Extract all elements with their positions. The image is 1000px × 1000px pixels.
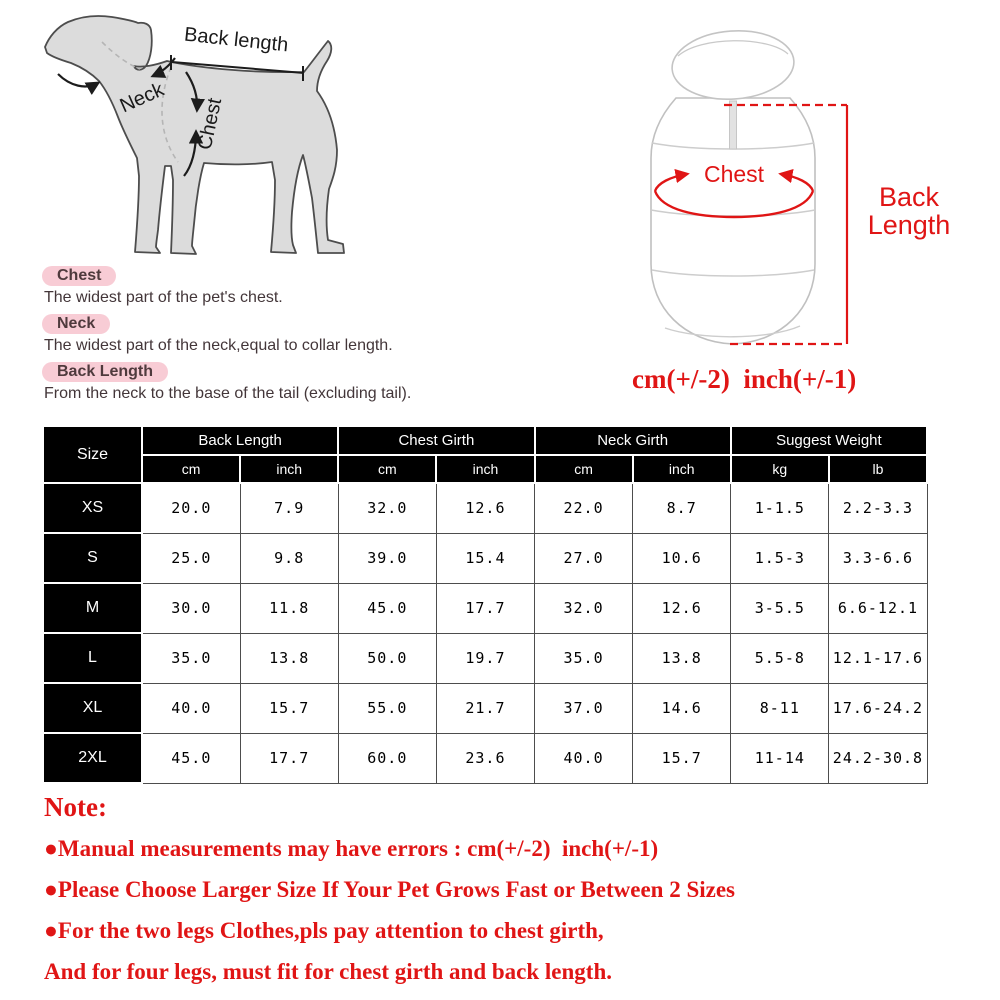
table-cell: 37.0	[535, 683, 633, 733]
table-cell: 9.8	[240, 533, 338, 583]
table-cell: 35.0	[535, 633, 633, 683]
table-unit-header: inch	[633, 455, 731, 483]
table-cell: 25.0	[142, 533, 240, 583]
table-group-header: Chest Girth	[338, 426, 534, 455]
vest-collar	[670, 27, 796, 103]
table-row	[43, 633, 927, 683]
table-unit-header: lb	[829, 455, 927, 483]
size-cell: M	[43, 583, 142, 633]
table-header-row	[43, 426, 927, 455]
table-cell: 12.6	[633, 583, 731, 633]
size-cell: 2XL	[43, 733, 142, 783]
table-cell: 32.0	[535, 583, 633, 633]
table-cell: 13.8	[240, 633, 338, 683]
definition-item	[42, 314, 602, 355]
table-row	[43, 533, 927, 583]
definition-text: The widest part of the pet's chest.	[44, 289, 283, 306]
dog-measurement-diagram	[38, 12, 358, 262]
table-cell: 12.6	[436, 483, 534, 533]
table-row	[43, 583, 927, 633]
table-cell: 5.5-8	[731, 633, 829, 683]
definition-term: Back Length	[42, 362, 168, 382]
table-cell: 20.0	[142, 483, 240, 533]
definition-item	[42, 266, 602, 307]
table-subheader-row	[43, 455, 927, 483]
table-cell: 35.0	[142, 633, 240, 683]
table-unit-header: inch	[436, 455, 534, 483]
table-cell: 39.0	[338, 533, 436, 583]
vest-chest-label: Chest	[703, 161, 765, 187]
table-cell: 11-14	[731, 733, 829, 783]
vest-back-length-label: Back Length	[867, 182, 951, 241]
size-cell: S	[43, 533, 142, 583]
table-cell: 19.7	[436, 633, 534, 683]
table-cell: 30.0	[142, 583, 240, 633]
table-cell: 24.2-30.8	[829, 733, 927, 783]
table-row	[43, 483, 927, 533]
table-cell: 3.3-6.6	[829, 533, 927, 583]
table-cell: 10.6	[633, 533, 731, 583]
definition-item	[42, 362, 602, 403]
table-cell: 8.7	[633, 483, 731, 533]
table-cell: 17.6-24.2	[829, 683, 927, 733]
table-cell: 17.7	[240, 733, 338, 783]
dog-silhouette	[45, 16, 344, 254]
table-cell: 32.0	[338, 483, 436, 533]
size-cell: XL	[43, 683, 142, 733]
table-cell: 17.7	[436, 583, 534, 633]
table-cell: 13.8	[633, 633, 731, 683]
table-cell: 50.0	[338, 633, 436, 683]
table-cell: 23.6	[436, 733, 534, 783]
vest-zipper	[730, 101, 737, 149]
definition-text: The widest part of the neck,equal to collar length.	[44, 337, 393, 354]
table-body	[43, 483, 927, 783]
table-cell: 15.7	[633, 733, 731, 783]
table-cell: 1-1.5	[731, 483, 829, 533]
table-cell: 60.0	[338, 733, 436, 783]
dog-back-length-label: Back length	[183, 23, 290, 57]
table-cell: 21.7	[436, 683, 534, 733]
table-cell: 7.9	[240, 483, 338, 533]
dog-chest-label: Chest	[193, 96, 227, 152]
table-cell: 11.8	[240, 583, 338, 633]
table-group-header: Back Length	[142, 426, 338, 455]
table-row	[43, 733, 927, 783]
dog-neck-label: Neck	[116, 78, 168, 118]
table-group-header: Neck Girth	[535, 426, 731, 455]
table-cell: 6.6-12.1	[829, 583, 927, 633]
table-cell: 45.0	[142, 733, 240, 783]
table-unit-header: inch	[240, 455, 338, 483]
table-cell: 40.0	[142, 683, 240, 733]
definition-text: From the neck to the base of the tail (excluding tail).	[44, 385, 412, 402]
table-unit-header: cm	[142, 455, 240, 483]
table-head	[43, 426, 927, 483]
notes-heading: Note:	[44, 792, 107, 822]
size-cell: L	[43, 633, 142, 683]
table-cell: 27.0	[535, 533, 633, 583]
table-cell: 45.0	[338, 583, 436, 633]
table-corner-size-header: Size	[43, 426, 142, 483]
note-line: And for four legs, must fit for chest girth and back length.	[44, 959, 612, 984]
table-cell: 14.6	[633, 683, 731, 733]
table-cell: 1.5-3	[731, 533, 829, 583]
table-cell: 12.1-17.6	[829, 633, 927, 683]
table-cell: 22.0	[535, 483, 633, 533]
notes-lines	[44, 836, 974, 985]
note-line: ●Manual measurements may have errors : cm(+/-2) inch(+/-1)	[44, 836, 659, 861]
table-cell: 3-5.5	[731, 583, 829, 633]
note-line: ●Please Choose Larger Size If Your Pet Grows Fast or Between 2 Sizes	[44, 877, 735, 902]
size-table	[42, 425, 928, 784]
table-cell: 2.2-3.3	[829, 483, 927, 533]
definition-term: Chest	[42, 266, 116, 286]
table-cell: 15.4	[436, 533, 534, 583]
table-cell: 40.0	[535, 733, 633, 783]
tolerance-note: cm(+/-2) inch(+/-1)	[632, 364, 857, 394]
table-unit-header: kg	[731, 455, 829, 483]
table-cell: 55.0	[338, 683, 436, 733]
note-line: ●For the two legs Clothes,pls pay attention to chest girth,	[44, 918, 604, 943]
table-cell: 8-11	[731, 683, 829, 733]
table-cell: 15.7	[240, 683, 338, 733]
definition-term: Neck	[42, 314, 110, 334]
table-row	[43, 683, 927, 733]
table-unit-header: cm	[535, 455, 633, 483]
table-group-header: Suggest Weight	[731, 426, 927, 455]
table-unit-header: cm	[338, 455, 436, 483]
size-cell: XS	[43, 483, 142, 533]
notes-section	[44, 792, 974, 1000]
definitions	[42, 266, 602, 410]
